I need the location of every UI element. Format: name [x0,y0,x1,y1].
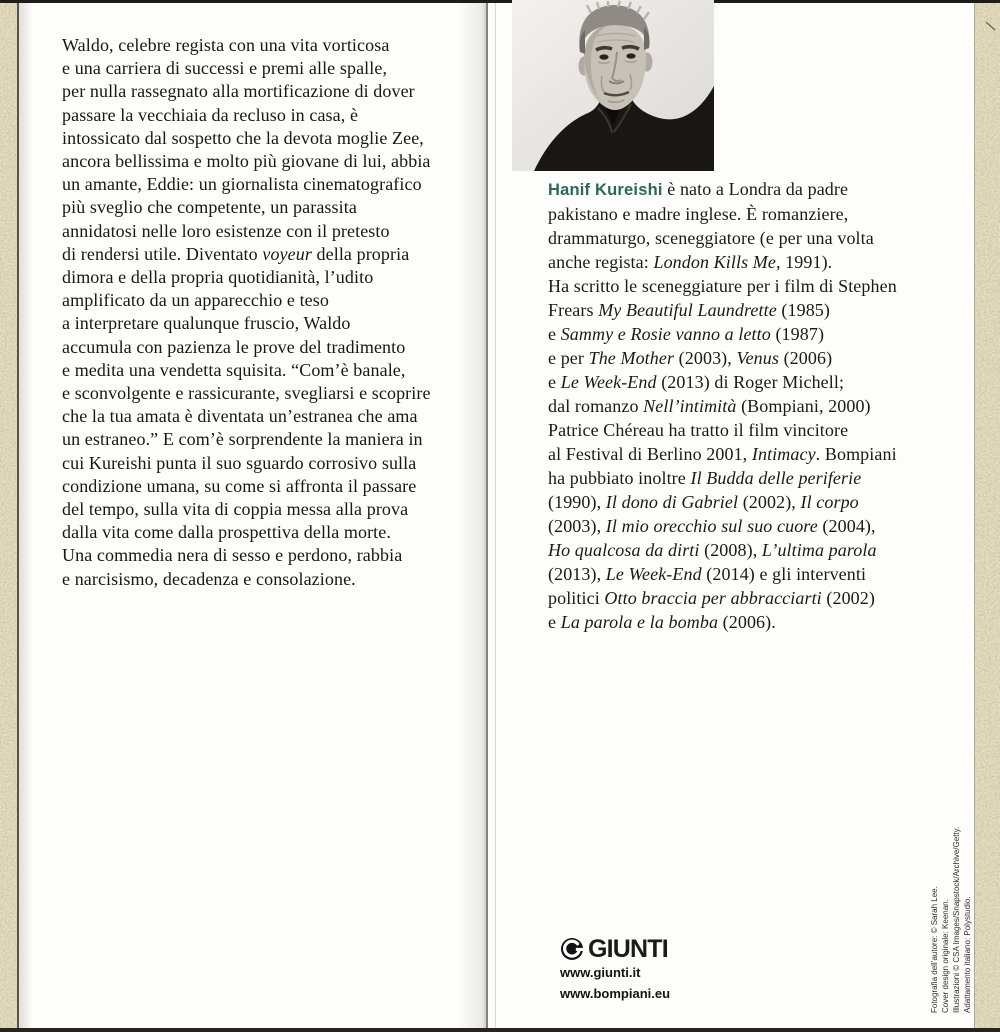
flap-fold-line [486,0,488,1032]
author-portrait-photo [512,0,714,171]
top-edge-line [0,0,1000,3]
photo-credits [929,813,975,1013]
credit-line-photographer: Fotografia dell’autore: © Sarah Lee. [930,886,939,1013]
left-strip-edge [17,0,19,1032]
credit-line-adaptation: Adattamento italiano: Polystudio. [963,896,972,1013]
paper-texture-right [975,0,1000,1032]
left-flap-shadow [19,0,33,1032]
website-giunti: www.giunti.it [560,965,641,980]
publisher-logo [560,936,668,962]
synopsis-text: Waldo, celebre regista con una vita vorticosa e una carriera di successi e premi alle spalle, per nulla rassegnato alla mortificazione di dover passare la vecchiaia da recluso in casa, è intossicato dal sospetto che la devota moglie Zee, ancora bellissima e molto più giovane di lui, abbia un amante, Eddie: un giornalista cinematografico più sveglio che competente, un parassita annidatosi nelle loro esistenze con il pretesto di rendersi utile. Diventato voyeur della propria dimora e della propria quotidianità, l’udito amplificato da un apparecchio e teso a interpretare qualunque fruscio, Waldo accumula con pazienza le prove del tradimento e medita una vendetta squisita. “Com’è banale, e sconvolgente e rassicurante, svegliarsi e scoprire che la tua amata è diventata un’estranea che ama un estraneo.” E com’è sorprendente la maniera in cui Kureishi punta il suo sguardo corrosivo sulla condizione umana, su come si affronta il passare del tempo, sulla vita di coppia messa alla prova dalla vita come dalla prospettiva della morte. Una commedia nera di sesso e perdono, rabbia e narcisismo, decadenza e consolazione. [62,35,431,589]
website-bompiani: www.bompiani.eu [560,985,671,1001]
flap-fold-shading [458,0,504,1032]
bottom-edge-line [0,1028,1000,1032]
credit-line-cover-design: Cover design originale: Keenan. [941,899,950,1013]
giunti-g-logo-icon [560,937,584,961]
credit-line-illustrations: Illustrazioni © CSA Images/Snapstock/Archive/Getty. [952,826,961,1013]
publisher-name: GIUNTI [588,935,668,963]
publisher-websites [560,963,670,1004]
author-bio-text: Hanif Kureishi è nato a Londra da padre pakistano e madre inglese. È romanziere, drammaturgo, sceneggiatore (e per una volta anche regista: London Kills Me, 1991). Ha scritto le sceneggiature per i film di Stephen Frears My Beautiful Laundrette (1985) e Sammy e Rosie vanno a letto (1987) e per The Mother (2003), Venus (2006) e Le Week-End (2013) di Roger Michell; dal romanzo Nell’intimità (Bompiani, 2000) Patrice Chéreau ha tratto il film vincitore al Festival di Berlino 2001, Intimacy. Bompiani ha pubbiato inoltre Il Budda delle periferie (1990), Il dono di Gabriel (2002), Il corpo (2003), Il mio orecchio sul suo cuore (2004), Ho qualcosa da dirti (2008), L’ultima parola (2013), Le Week-End (2014) e gli interventi politici Otto braccia per abbracciarti (2002) e La parola e la bomba (2006). [548,179,897,632]
flap-fold-highlight [495,0,496,1032]
